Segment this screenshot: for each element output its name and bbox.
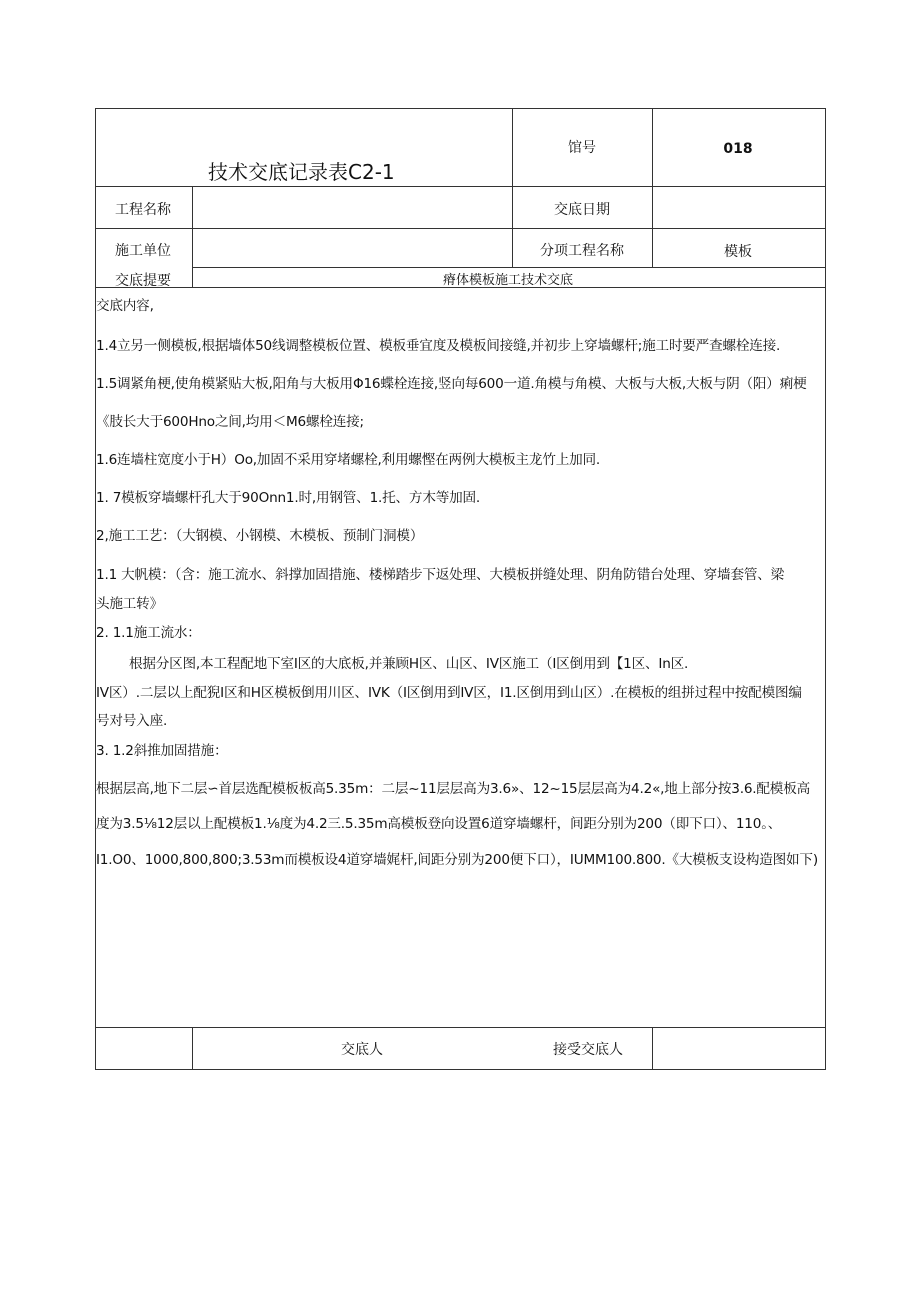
content-line: 2. 1.1施工流水：: [96, 625, 201, 641]
table-border-left: [95, 108, 96, 1070]
col-divider-3: [652, 108, 653, 267]
content-line: 3. 1.2斜推加固措施：: [96, 743, 228, 759]
content-line: IV区）.二层以上配猊I区和H区模板倒用川区、IVK（I区倒用到IV区，I1.区倒用到山区）.在模板的组拼过程中按配模图编: [96, 685, 802, 701]
content-line: 交底内容,: [96, 298, 154, 314]
date-label: 交底日期: [554, 202, 610, 218]
contractor-label: 施工单位: [115, 243, 171, 259]
number-label: 馆号: [568, 140, 596, 156]
presenter-label: 交底人: [341, 1042, 383, 1058]
content-line: 头施工转》: [96, 596, 163, 612]
table-border-row5: [95, 1027, 826, 1028]
col-divider-1-footer: [192, 1027, 193, 1069]
summary-label: 交底提要: [115, 273, 171, 289]
content-line: 2,施工工艺：（大钢模、小钢模、木模板、预制门洞模）: [96, 528, 424, 544]
table-border-row1: [95, 186, 826, 187]
col-divider-2: [512, 108, 513, 267]
content-line: 1. 7模板穿墙螺杆孔大于90Onn1.时,用钢管、1.托、方木等加固.: [96, 490, 481, 506]
table-border-bottom: [95, 1069, 826, 1070]
content-line: 《肢长大于600Hno之间,均用＜M6螺栓连接;: [96, 414, 364, 430]
col-divider-3-footer: [652, 1027, 653, 1069]
project-name-label: 工程名称: [115, 202, 171, 218]
receiver-label: 接受交底人: [553, 1042, 623, 1058]
content-line: 根据分区图,本工程配地下室I区的大底板,并兼顾H区、山区、IV区施工（I区倒用到【1区、In区.: [96, 656, 689, 672]
content-line: 号对号入座.: [96, 713, 168, 729]
content-line: I1.O0、1000,800,800;3.53m而模板设4道穿墙娓杆,间距分别为200便下口），IUMM100.800.《大模板支设构造图如下): [96, 852, 818, 868]
summary-value: 瘠体模板施工技术交底: [442, 273, 574, 288]
content-line: 1.1 大帆模：（含：施工流水、斜撑加固措施、楼梯踏步下返处理、大模板拼缝处理、阴角防错台处理、穿墙套管、梁: [96, 567, 785, 583]
form-title: 技术交底记录表C2-1: [208, 160, 395, 184]
table-border-row3: [192, 267, 826, 268]
content-line: 1.6连墙柱宽度小于H）Oo,加固不采用穿堵螺栓,利用螺慳在两例大模板主龙竹上加同.: [96, 452, 601, 468]
content-line: 度为3.5⅛12层以上配模板1.⅛度为4.2三.5.35m高模板登向设置6道穿墙螺杆，间距分别为200（即下口）、110。、: [96, 816, 782, 832]
table-border-row2: [95, 228, 826, 229]
number-value: 018: [723, 141, 753, 157]
content-line: 1.5调紧角梗,使角模紧贴大板,阳角与大板用Φ16蝶栓连接,竖向每600一道.角模与角模、大板与大板,大板与阴（阳）痢梗: [96, 376, 807, 392]
col-divider-1: [192, 186, 193, 287]
subproject-label: 分项工程名称: [540, 243, 624, 259]
content-line: 根据层高,地下二层∽首层选配模板板高5.35m：二层~11层层高为3.6»、12~15层层高为4.2«,地上部分按3.6.配模板高: [96, 781, 810, 797]
content-line: 1.4立另一侧模板,根据墙体50线调整模板位置、模板垂宜度及模板间接缝,并初步上穿墙螺杆;施工时要严查螺栓连接.: [96, 338, 781, 354]
subproject-value: 模板: [724, 244, 752, 260]
table-border-right: [825, 108, 826, 1070]
table-border-top: [95, 108, 826, 109]
